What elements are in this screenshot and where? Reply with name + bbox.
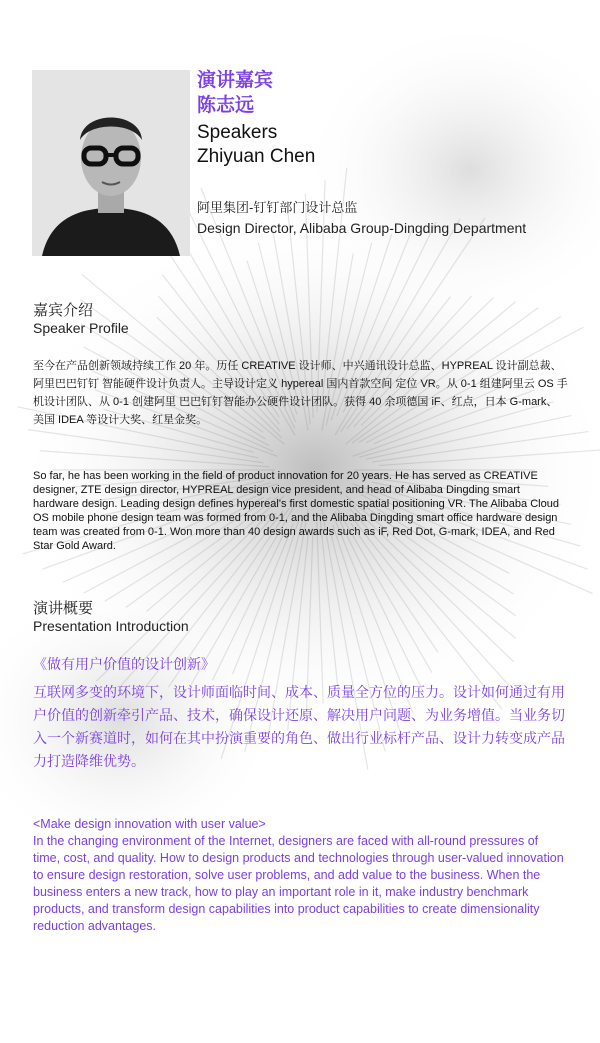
presentation-summary-en: In the changing environment of the Internet, designers are faced with all-round pressures of time, cost, and quality. How to design products and technologies through user-valued innovation to ensure design restoration, solve user problems, and add value to the business. When the business enters a new track, how to play an important role in it, make industry benchmark products, and transform design capabilities into product capabilities to create dimensionality reduction advantages.	[33, 834, 564, 933]
presentation-title-en: <Make design innovation with user value>	[33, 817, 266, 831]
speaker-role-cn: 阿里集团-钉钉部门设计总监	[197, 200, 358, 215]
presentation-en-block	[33, 816, 568, 935]
speaker-portrait	[32, 70, 190, 256]
speaker-name-cn: 陈志远	[197, 95, 255, 116]
speaker-heading-en-block	[197, 121, 315, 169]
speaker-heading-block	[197, 68, 273, 118]
speaker-role-en: Design Director, Alibaba Group-Dingding Department	[197, 220, 527, 236]
presentation-heading-cn: 演讲概要	[33, 600, 94, 617]
presentation-summary-cn: 互联网多变的环境下，设计师面临时间、成本、质量全方位的压力。设计如何通过有用户价值的创新牵引产品、技术，确保设计还原、解决用户问题、为业务增值。当业务切入一个新赛道时，如何在其中扮演重要的角色、做出行业标杆产品、设计力转变成产品力打造降维优势。	[33, 684, 565, 769]
profile-bio-en: So far, he has been working in the field of product innovation for 20 years. He has served as CREATIVE designer, ZTE design director, HYPREAL design vice president, and head of Alibaba Dingding smart hardware design. Leading design defines hypereal's first domestic spatial positioning VR. The Alibaba Cloud OS mobile phone design team was formed from 0-1, and the Alibaba Dingding smart office hardware design team was created from 0-1. Won more than 40 design awards such as iF, Red Dot, G-mark, IDEA, and Red Star Gold Award.	[33, 470, 559, 552]
presentation-title-cn: 《做有用户价值的设计创新》	[33, 656, 215, 672]
profile-bio-cn: 至今在产品创新领域持续工作 20 年。历任 CREATIVE 设计师、中兴通讯设计总监、HYPREAL 设计副总裁、阿里巴巴钉钉 智能硬件设计负责人。主导设计定义 hypereal 国内首款空间 定位 VR。从 0-1 组建阿里云 OS 手机设计团队、从 0-1 创建阿里 巴巴钉钉智能办公硬件设计团队。获得 40 余项德国 iF、红点，日本 G-mark、美国 IDEA 等设计大奖、红星金奖。	[33, 360, 568, 426]
profile-heading-en: Speaker Profile	[33, 320, 129, 336]
speaker-heading-cn: 演讲嘉宾	[197, 70, 274, 91]
speaker-photo-illustration	[32, 70, 190, 256]
speaker-name-en: Zhiyuan Chen	[197, 146, 316, 167]
speaker-heading-en: Speakers	[197, 122, 278, 143]
profile-heading-cn: 嘉宾介绍	[33, 302, 94, 319]
presentation-heading-en: Presentation Introduction	[33, 618, 189, 634]
